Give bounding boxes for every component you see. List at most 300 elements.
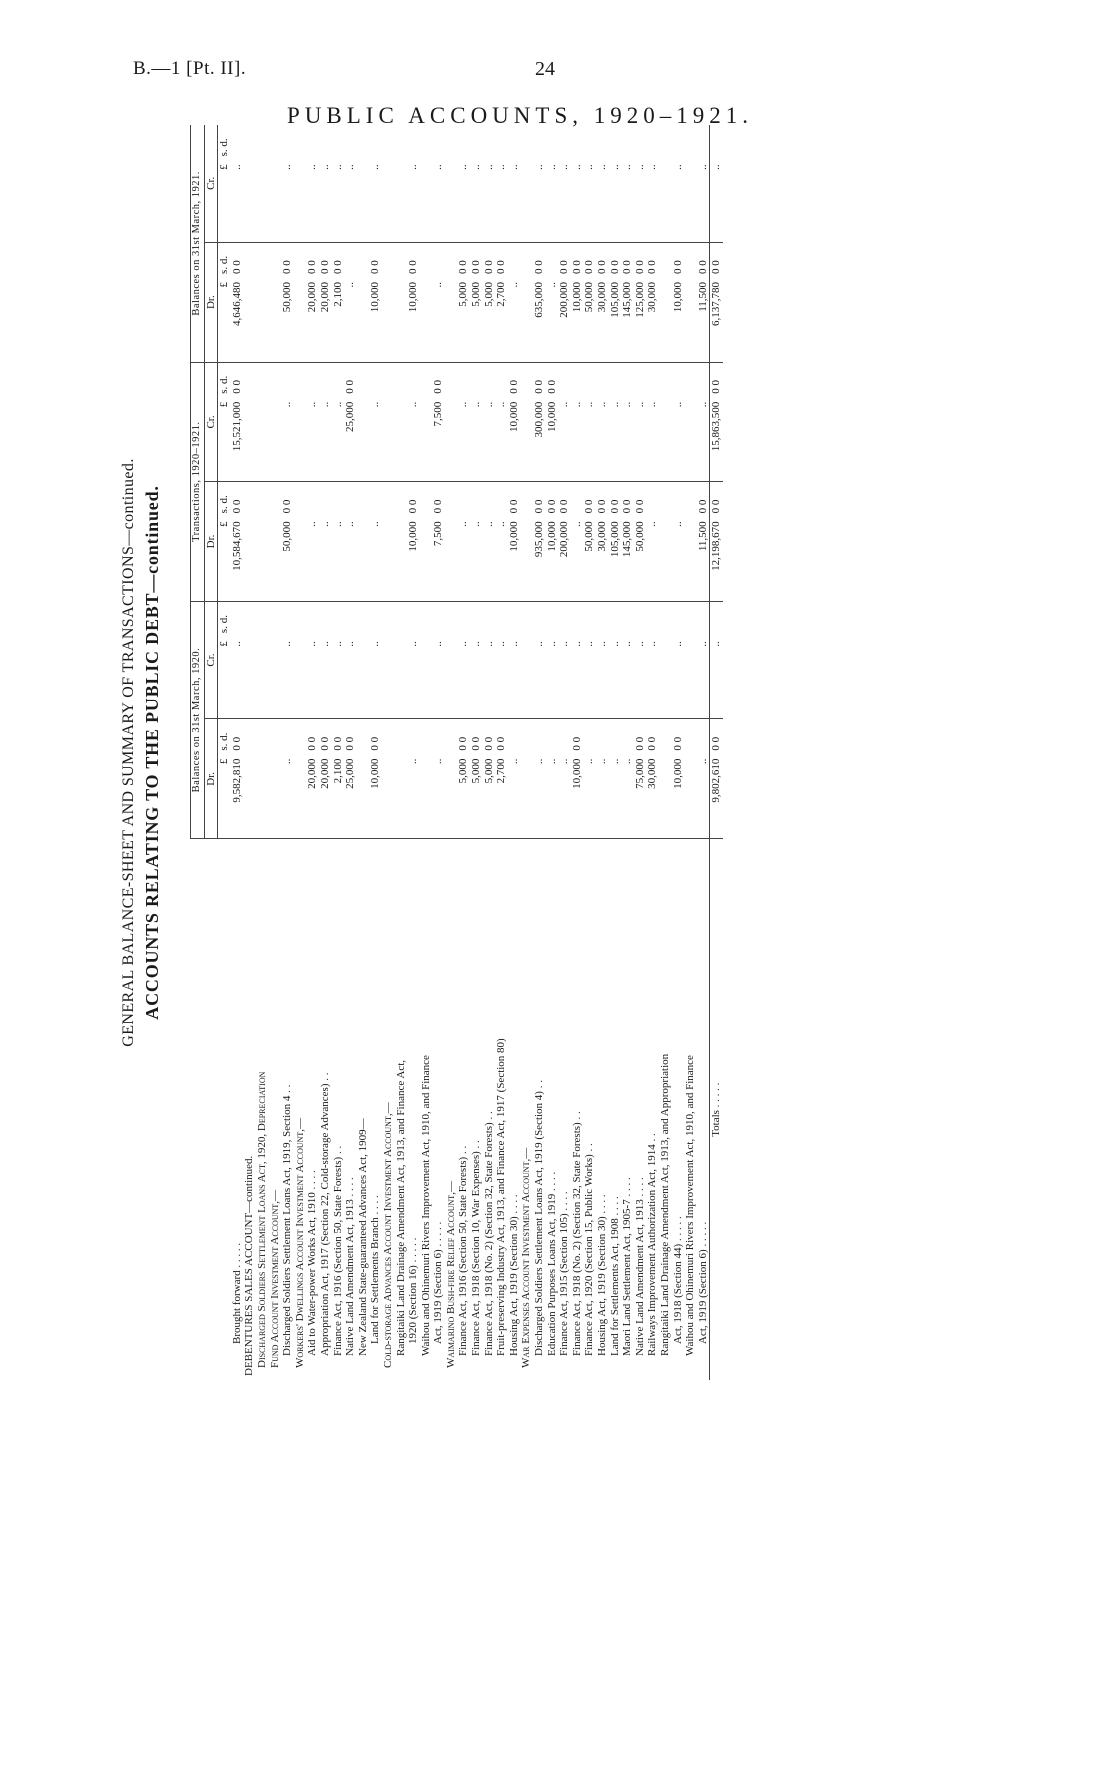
cell-b21-cr: ..	[281, 164, 294, 170]
cell-b20-dr: ..	[407, 758, 420, 765]
row-description: Finance Act, 1916 (Section 50, State Forests) . .	[457, 839, 470, 1380]
cell-trans-cr-sd: 0 0	[533, 362, 546, 398]
cell-b21-cr-sd	[659, 125, 672, 160]
cell-b20-cr-sd	[596, 601, 609, 637]
cell-b20-dr: ..	[558, 758, 571, 765]
cell-trans-dr-sd: 0 0	[634, 482, 647, 518]
cell-b20-cr	[256, 637, 269, 719]
cell-b20-cr-sd	[571, 601, 584, 637]
table-row	[457, 125, 470, 1380]
cell-b20-dr: ..	[696, 758, 709, 765]
cell-b21-cr	[243, 160, 256, 242]
cell-b21-cr: ..	[558, 164, 571, 170]
totals-row	[710, 125, 723, 1380]
cell-b21-cr-sd	[369, 125, 382, 160]
cell-b21-cr: ..	[583, 164, 596, 170]
cell-b20-cr-sd	[609, 601, 622, 637]
cell-b20-cr: ..	[369, 641, 382, 647]
cell-b20-dr-sd	[684, 719, 697, 755]
row-description: Workers' Dwellings Account Investment Account,—	[294, 839, 307, 1380]
cell-b20-cr-sd	[684, 601, 697, 637]
sheet-title: GENERAL BALANCE-SHEET AND SUMMARY OF TRANSACTIONS—continued.	[120, 458, 137, 1047]
cell-b20-cr-sd	[306, 601, 319, 637]
cell-trans-cr: ..	[558, 401, 571, 408]
table-row	[571, 125, 584, 1380]
cell-b20-dr-sd	[256, 719, 269, 755]
cell-b21-dr	[256, 278, 269, 362]
cell-trans-cr-sd	[470, 362, 483, 398]
cell-b20-dr-sd: 0 0	[483, 719, 496, 755]
row-description: Housing Act, 1919 (Section 30) . . . .	[596, 839, 609, 1380]
cell-trans-cr	[395, 398, 408, 482]
row-description: New Zealand State-guaranteed Advances Act, 1909—	[357, 839, 370, 1380]
cell-b20-dr: ..	[608, 758, 621, 765]
cell-b21-dr-sd: 0 0	[332, 242, 345, 278]
cell-b21-dr: 5,000	[457, 281, 470, 307]
cell-trans-dr-sd	[344, 482, 357, 518]
row-description: Waihou and Ohinemuri Rivers Improvement Act, 1910, and Finance	[420, 839, 433, 1380]
cell-b21-cr: ..	[331, 164, 344, 170]
table-row	[659, 125, 672, 1380]
row-description: Land for Settlements Branch . . . .	[369, 839, 382, 1380]
table-row	[269, 125, 282, 1380]
cell-trans-cr-sd	[281, 362, 294, 398]
cell-b21-dr	[243, 278, 256, 362]
cell-b20-dr: 20,000	[318, 758, 331, 789]
cell-trans-dr-sd	[306, 482, 319, 518]
cell-trans-dr	[243, 517, 256, 601]
cell-b20-dr-sd	[269, 719, 282, 755]
cell-trans-dr	[520, 517, 533, 601]
cell-b20-dr	[294, 755, 307, 839]
cell-trans-dr: 935,000	[533, 521, 546, 558]
cell-trans-cr-sd	[684, 362, 697, 398]
cell-b20-cr	[420, 637, 433, 719]
cell-b21-cr: ..	[369, 164, 382, 170]
cell-b20-cr: ..	[470, 641, 483, 647]
sd-unit: s. d.	[218, 482, 231, 518]
cell-b20-dr	[520, 755, 533, 839]
cell-b20-dr	[243, 755, 256, 839]
cell-b21-cr	[395, 160, 408, 242]
total-trans-cr: 15,863,500	[710, 398, 723, 482]
table-row	[243, 125, 256, 1380]
cell-b21-dr-sd: 0 0	[407, 242, 420, 278]
cell-trans-cr-sd	[596, 362, 609, 398]
cell-trans-cr-sd	[369, 362, 382, 398]
cell-b21-dr-sd	[294, 242, 307, 278]
cell-b20-dr-sd	[281, 719, 294, 755]
row-description: Rangitaiki Land Drainage Amendment Act, 1913, and Finance Act,	[395, 839, 408, 1380]
cell-trans-dr: 10,584,670	[230, 521, 243, 571]
cell-b20-dr: ..	[281, 758, 294, 765]
row-description: Land for Settlements Act, 1908 . . . .	[609, 839, 622, 1380]
cell-b21-cr-sd	[684, 125, 697, 160]
cell-trans-cr-sd	[407, 362, 420, 398]
total-b20-cr: ..	[710, 637, 723, 719]
cell-trans-dr: 50,000	[583, 521, 596, 552]
cell-trans-cr	[243, 398, 256, 482]
total-trans-dr-sd: 0 0	[710, 482, 723, 518]
row-description: Waihou and Ohinemuri Rivers Improvement Act, 1910, and Finance	[684, 839, 697, 1380]
cell-b21-cr-sd	[558, 125, 571, 160]
cell-b20-dr-sd: 0 0	[344, 719, 357, 755]
cell-trans-dr-sd: 0 0	[621, 482, 634, 518]
cell-b20-cr: ..	[596, 641, 608, 647]
total-b21-dr-sd: 0 0	[710, 242, 723, 278]
cell-trans-dr-sd	[382, 482, 395, 518]
cell-b21-cr-sd	[609, 125, 622, 160]
table-row	[395, 125, 408, 1380]
cell-b20-cr: ..	[583, 641, 596, 647]
cell-trans-cr: ..	[696, 401, 709, 408]
cell-b21-dr: 2,100	[331, 281, 344, 307]
document-reference: B.—1 [Pt. II].	[133, 58, 247, 79]
cell-b21-dr-sd: 0 0	[672, 242, 685, 278]
cell-trans-dr	[395, 517, 408, 601]
dr-header: Dr.	[204, 719, 218, 839]
cell-b20-cr: ..	[696, 641, 709, 647]
pound-unit: £	[218, 641, 231, 647]
cell-b21-cr-sd	[306, 125, 319, 160]
table-row	[432, 125, 445, 1380]
cell-trans-cr-sd	[659, 362, 672, 398]
row-description: Education Purposes Loans Act, 1919 . . . .	[546, 839, 559, 1380]
row-description: Rangitaiki Land Drainage Amendment Act, 1913, and Appropriation	[659, 839, 672, 1380]
cell-trans-cr-sd	[646, 362, 659, 398]
cell-b20-dr-sd	[520, 719, 533, 755]
cell-b21-dr: 200,000	[558, 281, 571, 318]
cell-b20-cr-sd	[457, 601, 470, 637]
cell-b21-dr: 145,000	[621, 281, 634, 318]
cell-trans-cr: 25,000	[344, 401, 357, 433]
cell-b21-cr: ..	[545, 164, 558, 170]
table-row	[231, 125, 244, 1380]
cell-trans-cr-sd	[319, 362, 332, 398]
table-row	[508, 125, 521, 1380]
table-row	[672, 125, 685, 1380]
cell-b21-cr	[659, 160, 672, 242]
table-row	[697, 125, 710, 1380]
row-description: 1920 (Section 16) . . . . .	[407, 839, 420, 1380]
cell-b20-cr-sd	[243, 601, 256, 637]
row-description: Finance Act, 1918 (No. 2) (Section 32, State Forests) . .	[571, 839, 584, 1380]
cell-b20-dr	[445, 755, 458, 839]
cell-b21-cr-sd	[281, 125, 294, 160]
cell-trans-cr: ..	[671, 401, 684, 408]
cell-b21-dr: 5,000	[482, 281, 495, 307]
cell-trans-cr: ..	[331, 401, 344, 408]
cell-b21-dr-sd	[420, 242, 433, 278]
cell-b21-dr-sd: 0 0	[558, 242, 571, 278]
cell-b20-dr-sd: 0 0	[672, 719, 685, 755]
cell-b20-cr: ..	[281, 641, 294, 647]
cell-b21-dr: 10,000	[369, 281, 382, 313]
cell-b20-dr	[256, 755, 269, 839]
table-row	[621, 125, 634, 1380]
cell-trans-cr: ..	[482, 401, 495, 408]
cell-b21-cr-sd	[583, 125, 596, 160]
cell-b20-dr-sd	[382, 719, 395, 755]
cell-b20-cr: ..	[646, 641, 659, 647]
cell-b21-dr-sd	[659, 242, 672, 278]
cell-trans-cr-sd	[672, 362, 685, 398]
cell-b20-cr-sd	[520, 601, 533, 637]
cell-b20-cr	[269, 637, 282, 719]
pound-unit: £	[218, 281, 231, 288]
cell-trans-cr-sd	[457, 362, 470, 398]
cell-b21-cr	[269, 160, 282, 242]
cell-b21-cr-sd	[319, 125, 332, 160]
total-b20-dr: 9,802,610	[710, 755, 723, 839]
cell-trans-cr: ..	[407, 401, 420, 408]
cell-b20-dr: ..	[545, 758, 558, 765]
row-description: Finance Act, 1918 (Section 10, War Expenses) . .	[470, 839, 483, 1380]
cell-b20-dr-sd	[508, 719, 521, 755]
cell-b21-dr: 10,000	[671, 281, 684, 313]
cell-trans-dr-sd	[319, 482, 332, 518]
cell-trans-cr-sd	[609, 362, 622, 398]
cell-b20-dr-sd	[420, 719, 433, 755]
cell-b20-dr-sd	[697, 719, 710, 755]
cell-b21-dr-sd: 0 0	[306, 242, 319, 278]
cell-trans-cr-sd	[332, 362, 345, 398]
cell-b20-dr: ..	[583, 758, 596, 765]
cell-trans-dr	[269, 517, 282, 601]
dr-header: Dr.	[204, 482, 218, 602]
cell-b20-cr-sd	[420, 601, 433, 637]
cell-b21-cr	[520, 160, 533, 242]
cell-trans-dr-sd: 0 0	[558, 482, 571, 518]
cell-trans-cr: ..	[646, 401, 659, 408]
table-row	[520, 125, 533, 1380]
cell-trans-dr: ..	[344, 521, 357, 527]
table-row	[495, 125, 508, 1380]
cell-b20-cr: ..	[558, 641, 571, 647]
cell-trans-dr-sd: 0 0	[231, 482, 244, 518]
cell-trans-dr-sd	[269, 482, 282, 518]
row-description: Finance Act, 1918 (No. 2) (Section 32, State Forests) . .	[483, 839, 496, 1380]
cell-b20-dr-sd: 0 0	[646, 719, 659, 755]
cell-b21-dr-sd	[243, 242, 256, 278]
cell-b20-cr-sd	[508, 601, 521, 637]
cell-b21-cr	[445, 160, 458, 242]
table-row	[583, 125, 596, 1380]
cell-trans-dr-sd	[520, 482, 533, 518]
cell-trans-dr	[684, 517, 697, 601]
cell-trans-cr: ..	[633, 401, 646, 408]
table-row	[634, 125, 647, 1380]
cell-b21-dr-sd: 0 0	[596, 242, 609, 278]
row-description: Maori Land Settlement Act, 1905-7 . . . .	[621, 839, 634, 1380]
cell-trans-dr-sd	[243, 482, 256, 518]
cell-b21-cr-sd	[332, 125, 345, 160]
cell-b20-cr	[357, 637, 370, 719]
cell-b21-cr-sd	[483, 125, 496, 160]
cell-b20-cr: ..	[331, 641, 344, 647]
cell-b21-cr	[294, 160, 307, 242]
table-row	[382, 125, 395, 1380]
cell-trans-cr: ..	[495, 401, 508, 408]
cell-b21-cr-sd	[294, 125, 307, 160]
cell-b20-dr: 25,000	[344, 758, 357, 789]
cell-trans-cr: ..	[608, 401, 621, 408]
cell-trans-dr-sd	[256, 482, 269, 518]
ledger-body	[231, 125, 710, 1380]
cell-b20-dr: ..	[432, 758, 445, 765]
cell-b20-dr-sd	[407, 719, 420, 755]
cell-b20-cr	[445, 637, 458, 719]
total-b20-cr-sd	[710, 601, 723, 637]
cell-b21-cr: ..	[533, 164, 546, 170]
cr-header: Cr.	[204, 362, 218, 482]
cell-trans-cr-sd	[294, 362, 307, 398]
sd-unit: s. d.	[218, 242, 231, 278]
cell-b21-dr	[382, 278, 395, 362]
cell-b21-cr: ..	[432, 164, 445, 170]
row-description: Appropriation Act, 1917 (Section 22, Cold-storage Advances) . .	[319, 839, 332, 1380]
row-description: Railways Improvement Authorization Act, 1914 . .	[646, 839, 659, 1380]
cell-b21-dr-sd: 0 0	[697, 242, 710, 278]
cell-b20-cr-sd	[634, 601, 647, 637]
row-description: Native Land Amendment Act, 1913 . . . .	[634, 839, 647, 1380]
cell-b20-cr-sd	[697, 601, 710, 637]
cell-b20-dr-sd	[395, 719, 408, 755]
cell-trans-cr-sd	[520, 362, 533, 398]
cell-trans-cr: ..	[596, 401, 608, 408]
row-description: Brought forward . . . . .	[231, 839, 244, 1380]
cell-b20-dr	[684, 755, 697, 839]
table-row	[684, 125, 697, 1380]
table-row	[646, 125, 659, 1380]
cell-trans-dr-sd	[294, 482, 307, 518]
cell-b20-dr-sd	[609, 719, 622, 755]
table-row	[306, 125, 319, 1380]
cell-b21-dr: 125,000	[633, 281, 646, 318]
table-row	[332, 125, 345, 1380]
cell-trans-dr-sd: 0 0	[407, 482, 420, 518]
page-number: 24	[535, 58, 555, 80]
cell-b21-dr	[420, 278, 433, 362]
cell-b20-cr-sd	[533, 601, 546, 637]
cell-trans-cr-sd: 0 0	[546, 362, 559, 398]
pound-unit: £	[218, 401, 231, 408]
cell-b20-dr-sd: 0 0	[495, 719, 508, 755]
cell-b20-cr-sd	[672, 601, 685, 637]
cell-trans-dr-sd	[571, 482, 584, 518]
cell-trans-cr-sd	[306, 362, 319, 398]
cell-b21-dr: ..	[545, 281, 558, 288]
cell-trans-cr	[445, 398, 458, 482]
cell-b21-cr	[420, 160, 433, 242]
row-description: Discharged Soldiers Settlement Loans Act, 1919, Section 4 . .	[281, 839, 294, 1380]
row-description: Native Land Amendment Act, 1913 . . . .	[344, 839, 357, 1380]
cell-b20-cr: ..	[432, 641, 445, 647]
cell-trans-dr-sd: 0 0	[583, 482, 596, 518]
cr-header: Cr.	[204, 601, 218, 719]
cell-b20-cr	[294, 637, 307, 719]
cell-trans-cr-sd	[621, 362, 634, 398]
cell-b21-cr: ..	[596, 164, 608, 170]
cell-b21-cr-sd	[672, 125, 685, 160]
cell-trans-dr	[659, 517, 672, 601]
cell-b20-dr	[395, 755, 408, 839]
cell-b20-cr: ..	[482, 641, 495, 647]
cell-b21-dr: ..	[432, 281, 445, 288]
cell-b21-dr: 2,700	[495, 281, 508, 307]
cell-b21-dr-sd: 0 0	[470, 242, 483, 278]
cell-b20-dr-sd: 0 0	[231, 719, 244, 755]
cell-b20-cr-sd	[470, 601, 483, 637]
cell-b20-dr-sd	[621, 719, 634, 755]
cell-trans-cr: ..	[318, 401, 331, 408]
cell-b20-cr	[382, 637, 395, 719]
section-title: ACCOUNTS RELATING TO THE PUBLIC DEBT—continued.	[142, 485, 162, 1020]
table-row	[533, 125, 546, 1380]
cell-trans-cr-sd: 0 0	[231, 362, 244, 398]
cell-b20-cr	[659, 637, 672, 719]
cell-trans-dr-sd	[470, 482, 483, 518]
cell-b21-cr-sd	[420, 125, 433, 160]
row-description: Act, 1918 (Section 44) . . . . .	[672, 839, 685, 1380]
cell-b20-cr-sd	[407, 601, 420, 637]
cell-trans-cr-sd	[256, 362, 269, 398]
description-header	[191, 839, 205, 1380]
cell-b21-cr-sd	[457, 125, 470, 160]
cell-b21-dr-sd	[546, 242, 559, 278]
totals-label: Totals . . . . .	[710, 839, 723, 1380]
cell-b21-cr-sd	[621, 125, 634, 160]
cell-b21-dr	[395, 278, 408, 362]
cell-b20-cr-sd	[432, 601, 445, 637]
cell-trans-cr	[684, 398, 697, 482]
cell-b21-dr-sd	[256, 242, 269, 278]
cell-trans-cr	[382, 398, 395, 482]
cell-b20-cr-sd	[382, 601, 395, 637]
cell-b21-dr-sd: 0 0	[281, 242, 294, 278]
cell-b20-dr-sd	[596, 719, 609, 755]
cell-b21-cr-sd	[571, 125, 584, 160]
cell-b20-cr-sd	[483, 601, 496, 637]
cell-b20-dr: 75,000	[633, 758, 646, 789]
cell-b21-dr: ..	[344, 281, 357, 288]
cell-trans-cr: ..	[306, 401, 319, 408]
cell-trans-dr: ..	[318, 521, 331, 527]
cell-b21-cr: ..	[696, 164, 709, 170]
table-row	[558, 125, 571, 1380]
cell-trans-cr	[357, 398, 370, 482]
cell-b20-cr-sd	[395, 601, 408, 637]
cell-b20-cr-sd	[357, 601, 370, 637]
rotated-ledger-block	[120, 125, 980, 1380]
cell-trans-dr: ..	[570, 521, 583, 527]
cell-b21-cr-sd	[508, 125, 521, 160]
cell-trans-dr: 7,500	[432, 521, 445, 547]
cell-trans-cr-sd	[382, 362, 395, 398]
sd-unit: s. d.	[218, 719, 231, 755]
cell-trans-cr: 15,521,000	[230, 401, 243, 452]
cell-b21-dr: 50,000	[281, 281, 294, 313]
cell-b20-cr: ..	[344, 641, 357, 647]
cell-b20-cr-sd	[583, 601, 596, 637]
table-row	[420, 125, 433, 1380]
cell-b21-dr: 20,000	[306, 281, 319, 313]
row-description: War Expenses Account Investment Account,—	[520, 839, 533, 1380]
cell-b20-dr: ..	[507, 758, 520, 765]
cell-b20-cr-sd	[332, 601, 345, 637]
cell-trans-cr-sd	[357, 362, 370, 398]
cell-b20-dr: ..	[596, 758, 608, 765]
